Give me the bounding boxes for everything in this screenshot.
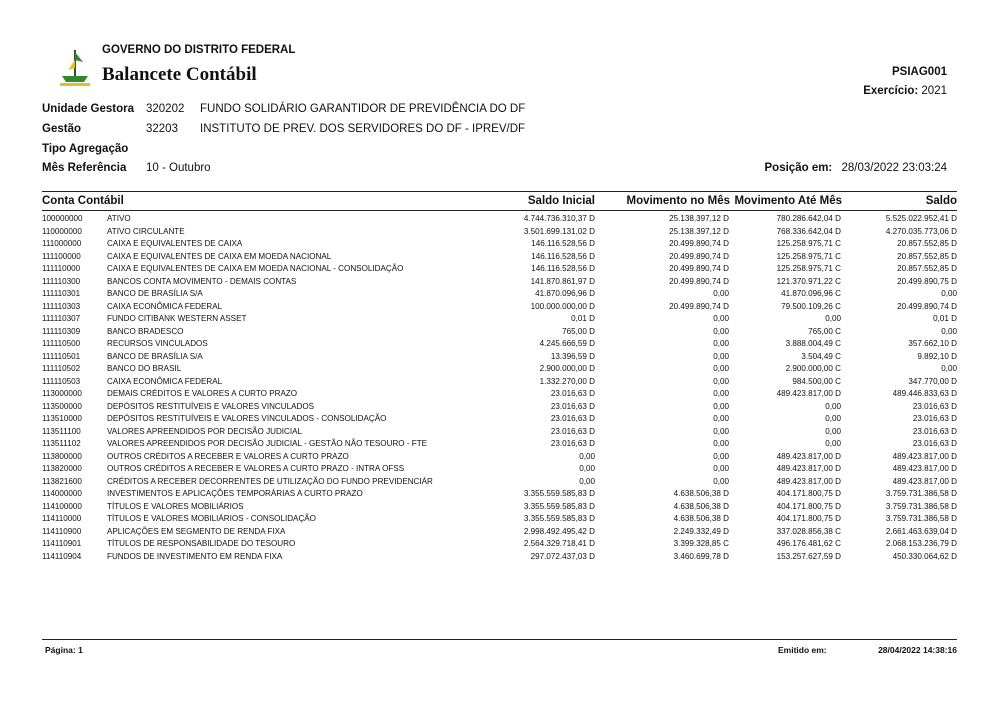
- cell-saldo-inicial: 0,00: [579, 464, 595, 473]
- cell-account-code: 113511102: [42, 439, 81, 448]
- table-row: [42, 213, 957, 226]
- gestao-name: INSTITUTO DE PREV. DOS SERVIDORES DO DF - IPREV/DF: [200, 123, 526, 135]
- unidade-name: FUNDO SOLIDÁRIO GARANTIDOR DE PREVIDÊNCIA DO DF: [200, 103, 526, 115]
- col-saldo-inicial: Saldo Inicial: [527, 195, 595, 207]
- cell-mov-ate: 337.028.856,38 C: [776, 526, 841, 536]
- cell-saldo: 20.857.552,85 D: [897, 239, 957, 248]
- table-bottom-rule: [42, 639, 957, 640]
- page-value: 1: [78, 645, 83, 655]
- cell-saldo-inicial: 146.116.528,56 D: [531, 239, 595, 248]
- cell-account-code: 111100000: [42, 251, 81, 261]
- cell-description: BANCO DO BRASIL: [107, 364, 182, 373]
- cell-saldo-inicial: 23.016,63 D: [550, 401, 595, 411]
- cell-saldo: 20.857.552,85 D: [897, 264, 957, 273]
- cell-description: OUTROS CRÉDITOS A RECEBER E VALORES A CURTO PRAZO: [107, 451, 349, 461]
- cell-mov-mes: 0,00: [713, 439, 729, 448]
- cell-mov-ate: 489.423.817,00 D: [776, 451, 841, 461]
- exercise: [863, 85, 947, 97]
- cell-saldo-inicial: 0,00: [579, 476, 595, 486]
- posicao-value: 28/03/2022 23:03:24: [841, 162, 947, 174]
- cell-account-code: 111110000: [42, 264, 81, 273]
- cell-account-code: 111110303: [42, 301, 81, 311]
- unidade-code: 320202: [146, 103, 185, 115]
- cell-mov-ate: 489.423.817,00 D: [776, 389, 841, 398]
- cell-saldo-inicial: 4.744.736.310,37 D: [523, 214, 595, 223]
- cell-saldo: 5.525.022.952,41 D: [885, 214, 957, 223]
- cell-saldo: 0,00: [941, 326, 957, 336]
- cell-mov-ate: 2.900.000,00 C: [785, 364, 841, 373]
- cell-mov-ate: 125.258.975,71 C: [776, 251, 841, 261]
- cell-saldo-inicial: 23.016,63 D: [550, 414, 595, 423]
- cell-description: CAIXA ECONÔMICA FEDERAL: [107, 301, 223, 311]
- exercise-value: 2021: [921, 85, 947, 97]
- table-row: [42, 301, 957, 314]
- cell-mov-ate: 984.500,00 C: [792, 376, 841, 386]
- cell-description: RECURSOS VINCULADOS: [107, 339, 208, 348]
- cell-account-code: 110000000: [42, 226, 82, 236]
- cell-mov-mes: 4.638.506,38 D: [673, 501, 729, 511]
- cell-description: BANCOS CONTA MOVIMENTO - DEMAIS CONTAS: [107, 276, 297, 286]
- table-row: [42, 401, 957, 414]
- cell-saldo-inicial: 4.245.666,59 D: [539, 339, 595, 348]
- table-top-rule: [42, 191, 957, 192]
- cell-saldo-inicial: 3.501.699.131,02 D: [523, 226, 595, 236]
- report-title: Balancete Contábil: [102, 64, 257, 85]
- cell-mov-mes: 25.138.397,12 D: [669, 226, 729, 236]
- cell-saldo: 489.423.817,00 D: [892, 464, 957, 473]
- cell-mov-ate: 3.888.004,49 C: [785, 339, 841, 348]
- cell-saldo: 489.446.833,63 D: [892, 389, 957, 398]
- cell-description: CAIXA ECONÔMICA FEDERAL: [107, 376, 223, 386]
- table-row: [42, 426, 957, 439]
- posicao-label: Posição em:: [764, 162, 833, 174]
- cell-description: TÍTULOS E VALORES MOBILIÁRIOS - CONSOLIDAÇÃO: [107, 514, 316, 523]
- cell-saldo-inicial: 0,00: [579, 451, 595, 461]
- unidade-label: Unidade Gestora: [42, 103, 135, 115]
- cell-account-code: 113500000: [42, 401, 82, 411]
- cell-saldo-inicial: 3.355.559.585,83 D: [523, 501, 595, 511]
- cell-saldo: 357.662,10 D: [908, 339, 957, 348]
- mes-label: Mês Referência: [42, 162, 127, 174]
- cell-saldo: 0,00: [941, 289, 957, 298]
- cell-saldo: 23.016,63 D: [912, 426, 957, 436]
- cell-description: CAIXA E EQUIVALENTES DE CAIXA EM MOEDA NACIONAL - CONSOLIDAÇÃO: [107, 264, 404, 273]
- cell-saldo: 20.499.890,75 D: [897, 276, 957, 286]
- table-row: [42, 338, 957, 351]
- table-row: [42, 226, 957, 239]
- cell-description: BANCO BRADESCO: [107, 326, 184, 336]
- table-row: [42, 538, 957, 551]
- cell-mov-ate: 121.370.971,22 C: [776, 276, 841, 286]
- cell-mov-ate: 0,00: [825, 414, 841, 423]
- cell-saldo: 23.016,63 D: [912, 439, 957, 448]
- table-row: [42, 388, 957, 401]
- cell-description: VALORES APREENDIDOS POR DECISÃO JUDICIAL: [107, 426, 303, 436]
- cell-description: FUNDO CITIBANK WESTERN ASSET: [107, 314, 247, 323]
- cell-description: CAIXA E EQUIVALENTES DE CAIXA: [107, 239, 243, 248]
- cell-mov-mes: 0,00: [713, 289, 729, 298]
- table-row: [42, 276, 957, 289]
- cell-saldo-inicial: 41.870.096,96 D: [535, 289, 595, 298]
- cell-saldo: 4.270.035.773,06 D: [885, 226, 957, 236]
- cell-account-code: 114110900: [42, 526, 82, 536]
- cell-mov-ate: 0,00: [825, 401, 841, 411]
- cell-mov-ate: 489.423.817,00 D: [776, 476, 841, 486]
- cell-account-code: 111110501: [42, 351, 81, 361]
- cell-account-code: 114110904: [42, 551, 82, 561]
- cell-description: TÍTULOS E VALORES MOBILIÁRIOS: [107, 501, 244, 511]
- table-row: [42, 376, 957, 389]
- cell-description: CAIXA E EQUIVALENTES DE CAIXA EM MOEDA NACIONAL: [107, 251, 332, 261]
- cell-description: TÍTULOS DE RESPONSABILIDADE DO TESOURO: [107, 539, 296, 548]
- cell-description: DEPÓSITOS RESTITUÍVEIS E VALORES VINCULADOS - CONSOLIDAÇÃO: [107, 414, 387, 423]
- cell-saldo: 450.330.064,62 D: [892, 551, 957, 561]
- cell-saldo: 20.857.552,85 D: [897, 251, 957, 261]
- gdf-logo-icon: [58, 48, 92, 90]
- cell-account-code: 114100000: [42, 501, 82, 511]
- cell-account-code: 111110300: [42, 276, 81, 286]
- cell-mov-mes: 3.399.328,85 C: [673, 539, 729, 548]
- cell-saldo-inicial: 3.355.559.585,83 D: [523, 489, 595, 498]
- cell-saldo: 0,00: [941, 364, 957, 373]
- table-row: [42, 288, 957, 301]
- cell-saldo: 3.759.731.386,58 D: [885, 489, 957, 498]
- government-name: GOVERNO DO DISTRITO FEDERAL: [102, 44, 296, 56]
- cell-mov-mes: 0,00: [713, 451, 729, 461]
- cell-account-code: 113510000: [42, 414, 82, 423]
- cell-description: ATIVO: [107, 214, 131, 223]
- page-number: [45, 645, 83, 655]
- cell-saldo: 489.423.817,00 D: [892, 451, 957, 461]
- cell-description: OUTROS CRÉDITOS A RECEBER E VALORES A CURTO PRAZO - INTRA OFSS: [107, 464, 405, 473]
- cell-saldo-inicial: 0,01 D: [571, 314, 595, 323]
- cell-saldo: 20.499.890,74 D: [897, 301, 957, 311]
- cell-mov-ate: 3.504,49 C: [801, 351, 841, 361]
- col-mov-mes: Movimento no Mês: [626, 195, 730, 207]
- emitted-label: Emitido em:: [778, 645, 827, 655]
- exercise-label: Exercício:: [863, 85, 919, 97]
- cell-mov-mes: 0,00: [713, 339, 729, 348]
- cell-saldo: 9.892,10 D: [917, 351, 957, 361]
- cell-saldo-inicial: 2.564.329.718,41 D: [523, 539, 595, 548]
- cell-saldo-inicial: 23.016,63 D: [550, 439, 595, 448]
- cell-mov-ate: 404.171.800,75 D: [776, 501, 841, 511]
- cell-mov-ate: 0,00: [825, 314, 841, 323]
- cell-mov-mes: 20.499.890,74 D: [669, 251, 729, 261]
- cell-mov-ate: 0,00: [825, 439, 841, 448]
- cell-mov-mes: 0,00: [713, 326, 729, 336]
- cell-saldo-inicial: 2.998.492.495,42 D: [523, 526, 595, 536]
- report-code: PSIAG001: [892, 66, 947, 78]
- cell-account-code: 111110301: [42, 289, 81, 298]
- cell-saldo-inicial: 3.355.559.585,83 D: [523, 514, 595, 523]
- cell-saldo-inicial: 765,00 D: [562, 326, 595, 336]
- cell-mov-mes: 0,00: [713, 476, 729, 486]
- cell-account-code: 111110500: [42, 339, 81, 348]
- cell-saldo: 2.661.463.639,04 D: [885, 526, 957, 536]
- cell-account-code: 114110000: [42, 514, 82, 523]
- cell-mov-ate: 79.500.109,26 C: [781, 301, 841, 311]
- cell-mov-mes: 25.138.397,12 D: [669, 214, 729, 223]
- cell-saldo-inicial: 146.116.528,56 D: [531, 264, 595, 273]
- cell-saldo-inicial: 1.332.270,00 D: [539, 376, 595, 386]
- cell-mov-mes: 4.638.506,38 D: [673, 489, 729, 498]
- cell-description: BANCO DE BRASÍLIA S/A: [107, 351, 203, 361]
- cell-saldo: 0,01 D: [933, 314, 957, 323]
- table-row: [42, 513, 957, 526]
- cell-description: BANCO DE BRASÍLIA S/A: [107, 289, 203, 298]
- cell-account-code: 113820000: [42, 464, 82, 473]
- cell-mov-ate: 404.171.800,75 D: [776, 514, 841, 523]
- page-label: Página:: [45, 645, 76, 655]
- cell-account-code: 113800000: [42, 451, 82, 461]
- col-conta: Conta Contábil: [42, 195, 124, 207]
- table-row: [42, 351, 957, 364]
- cell-mov-mes: 2.249.332,49 D: [673, 526, 729, 536]
- cell-mov-mes: 20.499.890,74 D: [669, 301, 729, 311]
- cell-mov-ate: 125.258.975,71 C: [776, 264, 841, 273]
- cell-saldo: 489.423.817,00 D: [892, 476, 957, 486]
- cell-mov-mes: 0,00: [713, 364, 729, 373]
- cell-mov-mes: 20.499.890,74 D: [669, 264, 729, 273]
- table-row: [42, 363, 957, 376]
- cell-mov-mes: 0,00: [713, 351, 729, 361]
- emitted-value: 28/04/2022 14:38:16: [878, 645, 957, 655]
- table-row: [42, 488, 957, 501]
- cell-saldo: 3.759.731.386,58 D: [885, 501, 957, 511]
- cell-account-code: 111000000: [42, 239, 82, 248]
- mes-value: 10 - Outubro: [146, 162, 211, 174]
- cell-mov-ate: 41.870.096,96 C: [781, 289, 841, 298]
- table-row: [42, 238, 957, 251]
- cell-mov-mes: 4.638.506,38 D: [673, 514, 729, 523]
- cell-account-code: 114000000: [42, 489, 82, 498]
- cell-description: INVESTIMENTOS E APLICAÇÕES TEMPORÁRIAS A CURTO PRAZO: [107, 489, 363, 498]
- cell-mov-mes: 0,00: [713, 414, 729, 423]
- cell-mov-mes: 20.499.890,74 D: [669, 276, 729, 286]
- cell-description: CRÉDITOS A RECEBER DECORRENTES DE UTILIZAÇÃO DO FUNDO PREVIDENCIÁR: [107, 476, 433, 486]
- cell-account-code: 111110502: [42, 364, 81, 373]
- cell-mov-ate: 765,00 C: [808, 326, 841, 336]
- cell-saldo-inicial: 100.000.000,00 D: [530, 301, 595, 311]
- cell-mov-ate: 768.336.642,04 D: [776, 226, 841, 236]
- table-row: [42, 251, 957, 264]
- table-row: [42, 438, 957, 451]
- cell-mov-mes: 20.499.890,74 D: [669, 239, 729, 248]
- cell-saldo-inicial: 13.396,59 D: [550, 351, 595, 361]
- gestao-label: Gestão: [42, 123, 81, 135]
- cell-mov-mes: 0,00: [713, 401, 729, 411]
- cell-mov-ate: 489.423.817,00 D: [776, 464, 841, 473]
- cell-account-code: 113000000: [42, 389, 82, 398]
- cell-account-code: 100000000: [42, 214, 83, 223]
- cell-mov-ate: 0,00: [825, 426, 841, 436]
- table-row: [42, 476, 957, 489]
- cell-account-code: 111110307: [42, 314, 81, 323]
- cell-description: ATIVO CIRCULANTE: [107, 226, 185, 236]
- cell-description: VALORES APREENDIDOS POR DECISÃO JUDICIAL - GESTÃO NÃO TESOURO - FTE: [107, 439, 428, 448]
- table-row: [42, 326, 957, 339]
- cell-saldo-inicial: 23.016,63 D: [550, 426, 595, 436]
- cell-description: DEPÓSITOS RESTITUÍVEIS E VALORES VINCULADOS: [107, 401, 315, 411]
- cell-saldo: 23.016,63 D: [912, 401, 957, 411]
- table-row: [42, 263, 957, 276]
- cell-mov-mes: 0,00: [713, 314, 729, 323]
- table-row: [42, 526, 957, 539]
- table-row: [42, 451, 957, 464]
- cell-account-code: 111110309: [42, 326, 81, 336]
- cell-mov-ate: 125.258.975,71 C: [776, 239, 841, 248]
- table-row: [42, 413, 957, 426]
- cell-saldo: 2.068.153.236,79 D: [885, 539, 957, 548]
- cell-account-code: 114110901: [42, 539, 82, 548]
- cell-mov-ate: 153.257.627,59 D: [776, 551, 841, 561]
- cell-saldo: 23.016,63 D: [912, 414, 957, 423]
- cell-saldo-inicial: 297.072.437,03 D: [530, 551, 595, 561]
- cell-description: FUNDOS DE INVESTIMENTO EM RENDA FIXA: [107, 551, 283, 561]
- table-header-rule: [42, 210, 957, 211]
- cell-mov-mes: 0,00: [713, 389, 729, 398]
- cell-account-code: 111110503: [42, 376, 81, 386]
- cell-saldo-inicial: 2.900.000,00 D: [539, 364, 595, 373]
- table-row: [42, 313, 957, 326]
- gestao-code: 32203: [146, 123, 178, 135]
- cell-saldo-inicial: 141.870.861,97 D: [530, 276, 595, 286]
- cell-saldo-inicial: 23.016,63 D: [550, 389, 595, 398]
- cell-mov-ate: 780.286.642,04 D: [776, 214, 841, 223]
- cell-saldo: 3.759.731.386,58 D: [885, 514, 957, 523]
- col-saldo: Saldo: [925, 195, 957, 207]
- cell-saldo: 347.770,00 D: [908, 376, 957, 386]
- posicao: [765, 162, 947, 174]
- cell-mov-ate: 496.176.481,62 C: [776, 539, 841, 548]
- table-body: [42, 213, 957, 563]
- cell-mov-mes: 0,00: [713, 376, 729, 386]
- cell-saldo-inicial: 146.116.528,56 D: [531, 251, 595, 261]
- col-mov-ate: Movimento Até Mês: [734, 195, 842, 207]
- table-row: [42, 463, 957, 476]
- cell-mov-mes: 0,00: [713, 464, 729, 473]
- table-row: [42, 501, 957, 514]
- tipo-label: Tipo Agregação: [42, 143, 129, 155]
- cell-mov-mes: 0,00: [713, 426, 729, 436]
- cell-description: DEMAIS CRÉDITOS E VALORES A CURTO PRAZO: [107, 389, 298, 398]
- cell-account-code: 113511100: [42, 426, 81, 436]
- cell-mov-mes: 3.460.699,78 D: [673, 551, 729, 561]
- cell-description: APLICAÇÕES EM SEGMENTO DE RENDA FIXA: [107, 526, 286, 536]
- cell-mov-ate: 404.171.800,75 D: [776, 489, 841, 498]
- table-row: [42, 551, 957, 564]
- cell-account-code: 113821600: [42, 476, 82, 486]
